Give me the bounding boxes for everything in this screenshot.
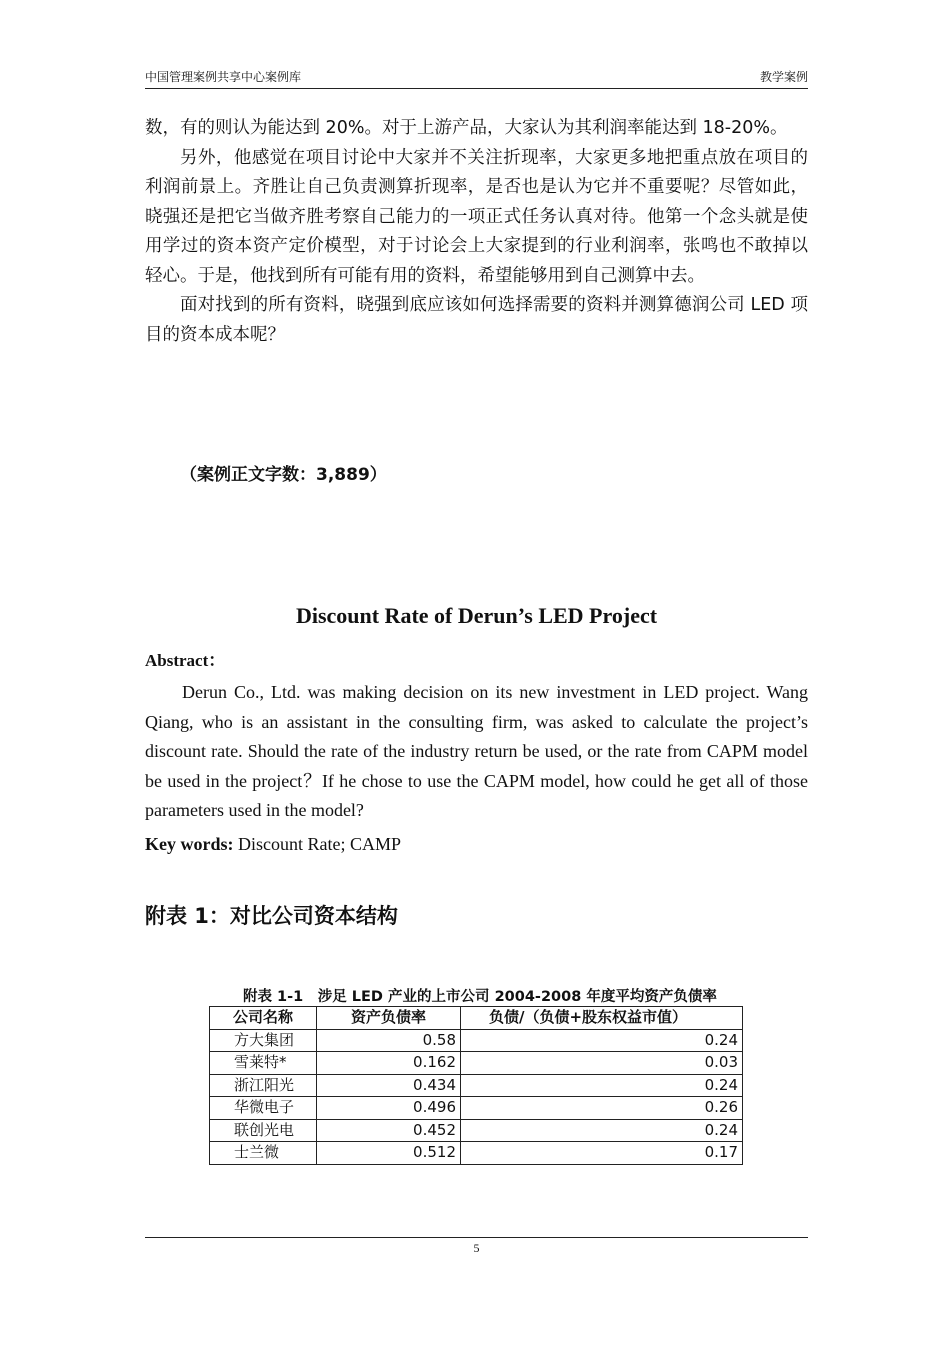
body-text	[145, 114, 808, 350]
page-number: 5	[473, 1241, 480, 1255]
company-name-cell: 方大集团	[210, 1029, 317, 1052]
column-header-debt-ratio: 资产负债率	[317, 1007, 461, 1030]
footer-divider	[145, 1237, 808, 1238]
table-row	[210, 1119, 743, 1142]
market-leverage-cell: 0.03	[461, 1052, 743, 1075]
word-count-note: （案例正文字数：3,889）	[180, 465, 387, 485]
body-paragraph-3: 面对找到的所有资料，晓强到底应该如何选择需要的资料并测算德润公司 LED 项目的资本成本呢？	[145, 295, 808, 345]
table-caption: 附表 1-1 涉足 LED 产业的上市公司 2004-2008 年度平均资产负债率	[243, 989, 717, 1005]
company-name-cell: 联创光电	[210, 1119, 317, 1142]
body-paragraph-1: 数，有的则认为能达到 20%。对于上游产品，大家认为其利润率能达到 18-20%。	[145, 118, 788, 138]
appendix-heading: 附表 1：对比公司资本结构	[145, 904, 398, 928]
page-header	[145, 66, 808, 89]
table-row	[210, 1097, 743, 1120]
debt-ratio-cell: 0.512	[317, 1142, 461, 1165]
header-library-name: 中国管理案例共享中心案例库	[145, 70, 302, 84]
keywords-value: Discount Rate; CAMP	[233, 834, 402, 854]
debt-ratio-cell: 0.452	[317, 1119, 461, 1142]
company-name-cell: 士兰微	[210, 1142, 317, 1165]
company-name-cell: 雪莱特*	[210, 1052, 317, 1075]
table-row	[210, 1029, 743, 1052]
company-name-cell: 华微电子	[210, 1097, 317, 1120]
market-leverage-cell: 0.17	[461, 1142, 743, 1165]
keywords-line	[145, 834, 401, 855]
table-row	[210, 1074, 743, 1097]
market-leverage-cell: 0.26	[461, 1097, 743, 1120]
market-leverage-cell: 0.24	[461, 1029, 743, 1052]
abstract-text: Derun Co., Ltd. was making decision on its new investment in LED project. Wang Qiang, who is an assistant in the consulting firm, was asked to calculate the project’s discount rate. Should the rate of the industry return be used, or the rate from CAPM model be used in the project？If he chose to use the CAPM model, how could he get all of those parameters used in the model?	[145, 682, 808, 820]
market-leverage-cell: 0.24	[461, 1074, 743, 1097]
body-paragraph-2: 另外，他感觉在项目讨论中大家并不关注折现率，大家更多地把重点放在项目的利润前景上。齐胜让自己负责测算折现率，是否也是认为它并不重要呢？尽管如此，晓强还是把它当做齐胜考察自己能力的一项正式任务认真对待。他第一个念头就是使用学过的资本资产定价模型，对于讨论会上大家提到的行业利润率，张鸣也不敢掉以轻心。于是，他找到所有可能有用的资料，希望能够用到自己测算中去。	[145, 147, 808, 286]
capital-structure-table	[209, 1006, 743, 1165]
table-header-row	[210, 1007, 743, 1030]
abstract-label: Abstract：	[145, 651, 226, 670]
debt-ratio-cell: 0.162	[317, 1052, 461, 1075]
column-header-company: 公司名称	[210, 1007, 317, 1030]
debt-ratio-cell: 0.58	[317, 1029, 461, 1052]
company-name-cell: 浙江阳光	[210, 1074, 317, 1097]
column-header-market-leverage: 负债/（负债+股东权益市值）	[461, 1007, 743, 1030]
keywords-label: Key words:	[145, 834, 234, 854]
debt-ratio-cell: 0.496	[317, 1097, 461, 1120]
table-row	[210, 1052, 743, 1075]
english-title: Discount Rate of Derun’s LED Project	[295, 603, 658, 628]
table-row	[210, 1142, 743, 1165]
market-leverage-cell: 0.24	[461, 1119, 743, 1142]
debt-ratio-cell: 0.434	[317, 1074, 461, 1097]
header-case-type: 教学案例	[759, 70, 808, 84]
